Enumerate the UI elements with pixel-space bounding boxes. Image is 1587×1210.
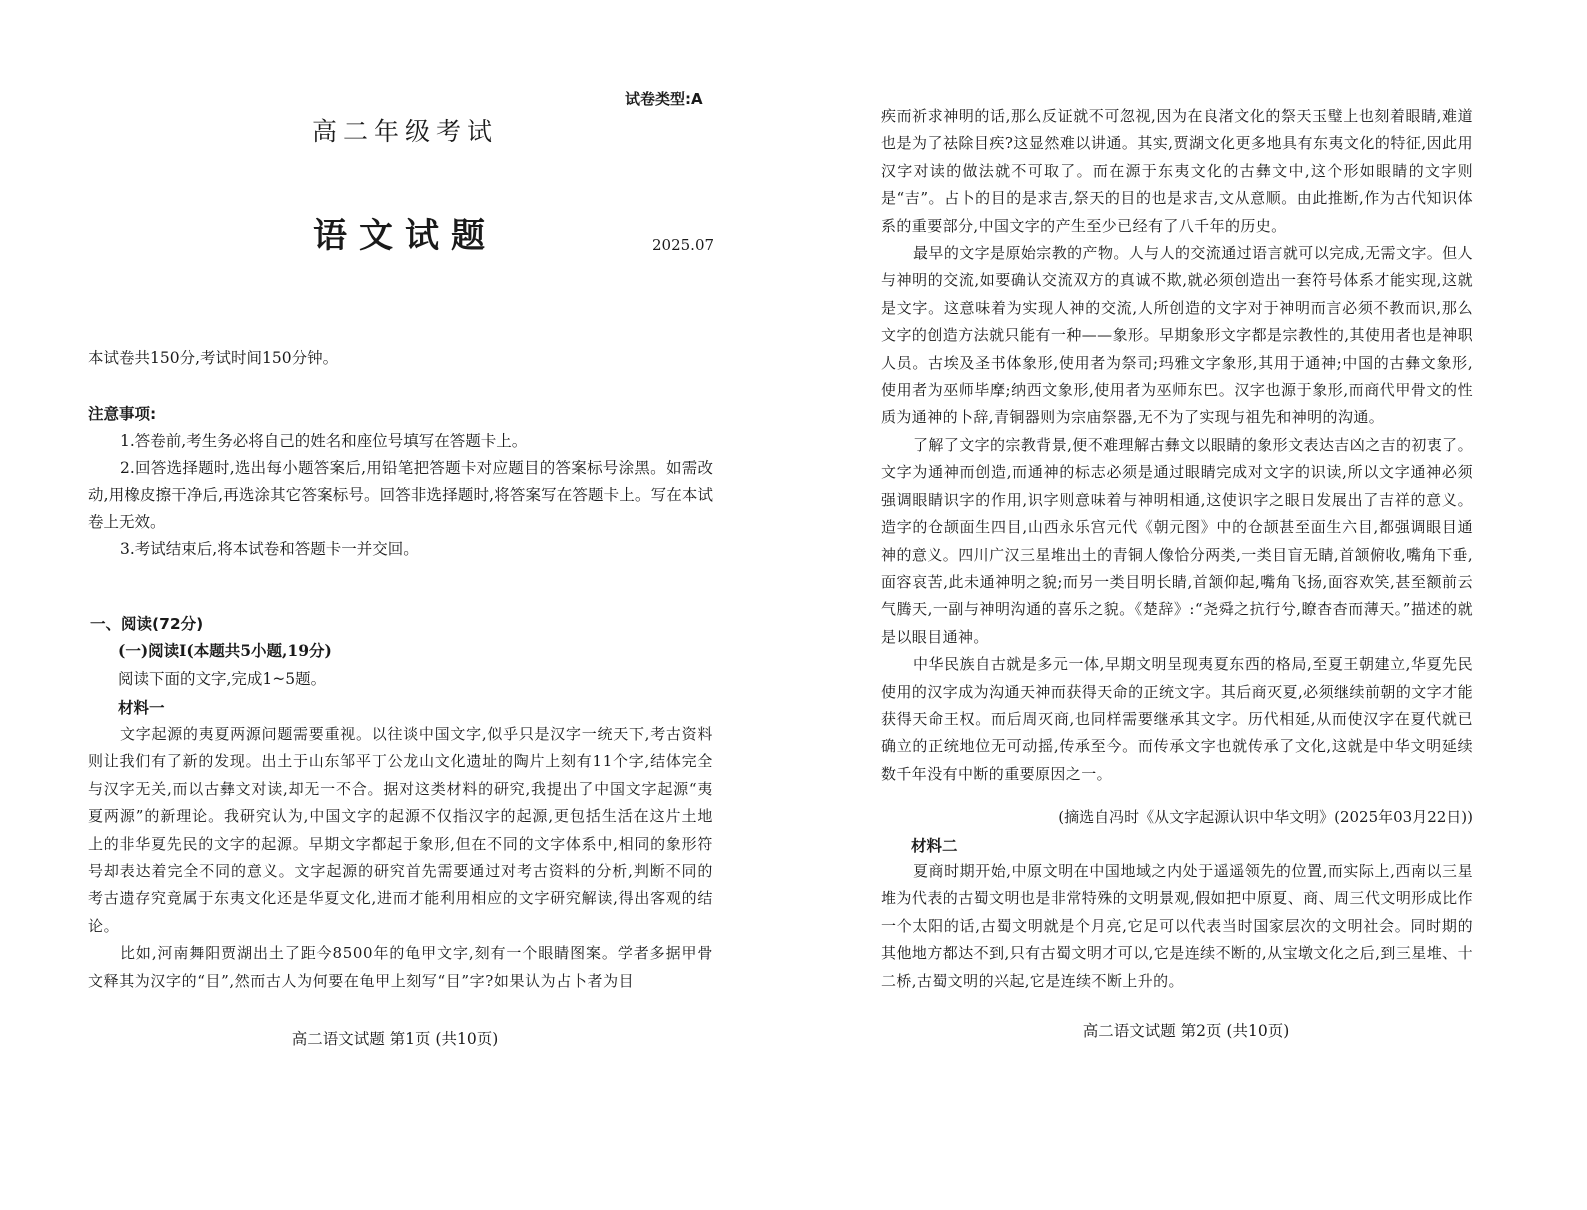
material-1-text xyxy=(88,721,713,995)
subject-title: 语文试题 xyxy=(313,216,497,256)
paper-type-label: 试卷类型:A xyxy=(625,90,703,108)
exam-intro: 本试卷共150分,考试时间150分钟。 xyxy=(88,349,339,367)
paragraph: 比如,河南舞阳贾湖出土了距今8500年的龟甲文字,刻有一个眼睛图案。学者多据甲骨文释其为汉字的“目”,然而古人为何要在龟甲上刻写“目”字?如果认为占卜者为目 xyxy=(88,944,713,990)
notice-list xyxy=(88,428,713,563)
paragraph: 中华民族自古就是多元一体,早期文明呈现夷夏东西的格局,至夏王朝建立,华夏先民使用的汉字成为沟通天神而获得天命的正统文字。其后商灭夏,必须继续前朝的文字才能获得天命王权。而后周灭商,也同样需要继承其文字。历代相延,从而使汉字在夏代就已确立的正统地位无可动摇,传承至今。而传承文字也就传承了文化,这就是中华文明延续数千年没有中断的重要原因之一。 xyxy=(881,655,1473,783)
exam-date: 2025.07 xyxy=(652,236,715,254)
page-footer: 高二语文试题 第2页 (共10页) xyxy=(1082,1022,1290,1040)
exam-page-2 xyxy=(793,0,1587,1210)
source-citation: (摘选自冯时《从文字起源认识中华文明》(2025年03月22日)) xyxy=(1058,808,1473,826)
section-heading: 一、阅读(72分) xyxy=(90,615,204,633)
material-1-text-continued xyxy=(881,103,1473,788)
material-2-label: 材料二 xyxy=(911,837,958,855)
part-heading: (一)阅读Ⅰ(本题共5小题,19分) xyxy=(118,641,332,660)
page-footer: 高二语文试题 第1页 (共10页) xyxy=(291,1030,499,1048)
paragraph: 最早的文字是原始宗教的产物。人与人的交流通过语言就可以完成,无需文字。但人与神明的交流,如要确认交流双方的真诚不欺,就必须创造出一套符号体系才能实现,这就是文字。这意味着为实现人神的交流,人所创造的文字对于神明而言必须不教而识,那么文字的创造方法就只能有一种——象形。早期象形文字都是宗教性的,其使用者也是神职人员。古埃及圣书体象形,使用者为祭司;玛雅文字象形,其用于通神;中国的古彝文象形,使用者为巫师毕摩;纳西文象形,使用者为巫师东巴。汉字也源于象形,而商代甲骨文的性质为通神的卜辞,青铜器则为宗庙祭器,无不为了实现与祖先和神明的沟通。 xyxy=(881,244,1473,427)
notice-item: 1.答卷前,考生务必将自己的姓名和座位号填写在答题卡上。 xyxy=(120,432,528,450)
notice-title: 注意事项: xyxy=(88,405,157,423)
material-2-text xyxy=(881,858,1473,995)
reading-instruction: 阅读下面的文字,完成1~5题。 xyxy=(118,670,327,688)
paragraph: 疾而祈求神明的话,那么反证就不可忽视,因为在良渚文化的祭天玉璧上也刻着眼睛,难道也是为了祛除目疾?这显然难以讲通。其实,贾湖文化更多地具有东夷文化的特征,因此用汉字对读的做法就不可取了。而在源于东夷文化的古彝文中,这个形如眼睛的文字则是“吉”。占卜的目的是求吉,祭天的目的也是求吉,文从意顺。由此推断,作为古代知识体系的重要部分,中国文字的产生至少已经有了八千年的历史。 xyxy=(881,107,1473,235)
exam-page-1 xyxy=(0,0,793,1210)
material-1-label: 材料一 xyxy=(118,699,165,717)
notice-item: 3.考试结束后,将本试卷和答题卡一并交回。 xyxy=(120,540,419,558)
notice-item: 2.回答选择题时,选出每小题答案后,用铅笔把答题卡对应题目的答案标号涂黑。如需改动,用橡皮擦干净后,再选涂其它答案标号。回答非选择题时,将答案写在答题卡上。写在本试卷上无效。 xyxy=(88,459,713,531)
paragraph: 文字起源的夷夏两源问题需要重视。以往谈中国文字,似乎只是汉字一统天下,考古资料则让我们有了新的发现。出土于山东邹平丁公龙山文化遗址的陶片上刻有11个字,结体完全与汉字无关,而以古彝文对读,却无一不合。据对这类材料的研究,我提出了中国文字起源“夷夏两源”的新理论。我研究认为,中国文字的起源不仅指汉字的起源,更包括生活在这片土地上的非华夏先民的文字的起源。早期文字都起于象形,但在不同的文字体系中,相同的象形符号却表达着完全不同的意义。文字起源的研究首先需要通过对考古资料的分析,判断不同的考古遗存究竟属于东夷文化还是华夏文化,进而才能利用相应的文字研究解读,得出客观的结论。 xyxy=(88,725,713,935)
paragraph: 了解了文字的宗教背景,便不难理解古彝文以眼睛的象形文表达吉凶之吉的初衷了。文字为通神而创造,而通神的标志必须是通过眼睛完成对文字的识读,所以文字通神必须强调眼睛识字的作用,识字则意味着与神明相通,这使识字之眼日发展出了吉祥的意义。造字的仓颉面生四目,山西永乐宫元代《朝元图》中的仓颉甚至面生六目,都强调眼目通神的意义。四川广汉三星堆出土的青铜人像恰分两类,一类目盲无睛,首颔俯收,嘴角下垂,面容哀苦,此未通神明之貌;而另一类目明长睛,首颔仰起,嘴角飞扬,面容欢笑,甚至额前云气腾天,一副与神明沟通的喜乐之貌。《楚辞》:“尧舜之抗行兮,瞭杳杳而薄天。”描述的就是以眼目通神。 xyxy=(881,435,1473,646)
paragraph: 夏商时期开始,中原文明在中国地域之内处于遥遥领先的位置,而实际上,西南以三星堆为代表的古蜀文明也是非常特殊的文明景观,假如把中原夏、商、周三代文明形成比作一个太阳的话,古蜀文明就是个月亮,它足可以代表当时国家层次的文明社会。同时期的其他地方都达不到,只有古蜀文明才可以,它是连续不断的,从宝墩文化之后,到三星堆、十二桥,古蜀文明的兴起,它是连续不断上升的。 xyxy=(881,862,1473,990)
exam-title: 高二年级考试 xyxy=(311,117,498,146)
